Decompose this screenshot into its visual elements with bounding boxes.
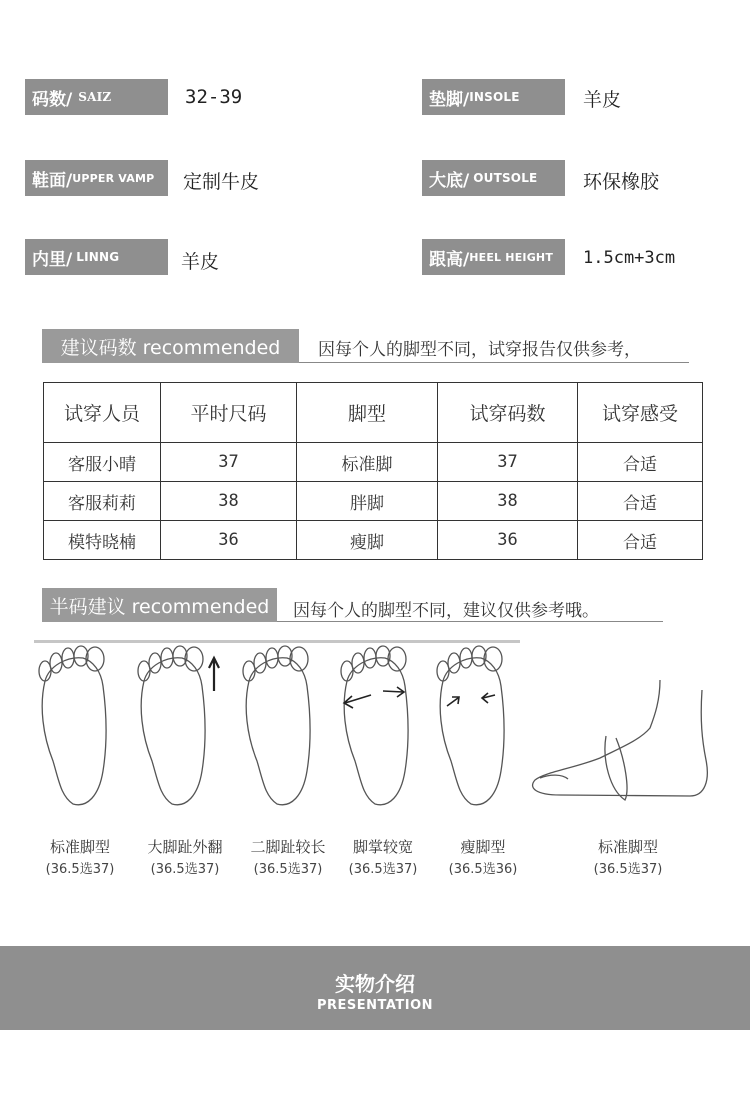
fit-table-header-row [44, 383, 703, 443]
banner-subtitle: PRESENTATION [316, 998, 434, 1013]
spec-label-en: HEEL HEIGHT [469, 250, 554, 264]
table-cell: 模特晓楠 [44, 521, 161, 560]
recommend-note: 因每个人的脚型不同，试穿报告仅供参考， [318, 340, 641, 360]
half-size-divider [277, 621, 663, 622]
foot-label: 大脚趾外翻 [147, 838, 223, 856]
spec-label-zh: 大底/ [429, 170, 470, 191]
spec-value-lining: 羊皮 [181, 251, 220, 273]
table-cell: 37 [438, 443, 578, 482]
narrow-foot-icon [437, 646, 504, 805]
spec-label-zh: 跟高/ [429, 249, 470, 270]
fit-col-usual-size: 平时尺码 [161, 383, 297, 443]
spec-label-zh: 鞋面/ [32, 170, 73, 191]
fit-table [43, 382, 703, 560]
fit-col-tester: 试穿人员 [44, 383, 161, 443]
banner-title: 实物介绍 [335, 972, 415, 996]
table-cell: 合适 [578, 443, 703, 482]
foot-advice: (36.5选37) [150, 862, 220, 877]
spec-label-zh: 垫脚/ [429, 89, 470, 110]
foot-advice: (36.5选37) [253, 862, 323, 877]
spec-label-zh: 内里/ [32, 249, 73, 270]
foot-label: 脚掌较宽 [352, 838, 413, 856]
table-cell: 36 [438, 521, 578, 560]
spec-label-zh: 码数/ [32, 89, 73, 110]
spec-value-heel: 1.5cm+3cm [583, 248, 676, 268]
spec-label-en: LINNG [76, 250, 120, 264]
foot-advice: (36.5选36) [448, 862, 518, 877]
wide-foot-icon [341, 646, 408, 805]
standard-foot-icon [39, 646, 106, 805]
table-cell: 38 [438, 482, 578, 521]
spec-label-upper [25, 160, 168, 196]
table-cell: 客服小晴 [44, 443, 161, 482]
table-row [44, 443, 703, 482]
table-cell: 瘦脚 [297, 521, 438, 560]
table-cell: 37 [161, 443, 297, 482]
table-cell: 客服莉莉 [44, 482, 161, 521]
presentation-banner [0, 946, 750, 1030]
half-size-header: 半码建议 recommended [42, 588, 277, 622]
spec-value-insole: 羊皮 [583, 89, 622, 111]
feet-illustration [0, 640, 750, 820]
bunion-foot-icon [138, 646, 219, 805]
spec-value-outsole: 环保橡胶 [583, 171, 660, 193]
fit-col-tried-size: 试穿码数 [438, 383, 578, 443]
foot-advice: (36.5选37) [348, 862, 418, 877]
foot-advice: (36.5选37) [45, 862, 115, 877]
side-view-foot-icon [533, 680, 708, 800]
foot-label: 二脚趾较长 [250, 838, 326, 856]
table-row [44, 521, 703, 560]
table-cell: 36 [161, 521, 297, 560]
foot-label: 标准脚型 [597, 838, 658, 856]
spec-label-heel [422, 239, 565, 275]
spec-value-upper: 定制牛皮 [183, 171, 260, 193]
spec-label-size [25, 79, 168, 115]
spec-value-size: 32-39 [185, 86, 243, 108]
long-second-toe-foot-icon [243, 646, 310, 805]
table-cell: 38 [161, 482, 297, 521]
spec-label-lining [25, 239, 168, 275]
table-row [44, 482, 703, 521]
foot-advice: (36.5选37) [593, 862, 663, 877]
spec-label-outsole [422, 160, 565, 196]
fit-col-foot-type: 脚型 [297, 383, 438, 443]
spec-label-en: UPPER VAMP [72, 171, 155, 185]
half-size-note: 因每个人的脚型不同，建议仅供参考哦。 [293, 601, 599, 621]
spec-label-en: OUTSOLE [473, 171, 538, 185]
spec-label-insole [422, 79, 565, 115]
foot-label: 标准脚型 [49, 838, 110, 856]
fit-col-feeling: 试穿感受 [578, 383, 703, 443]
table-cell: 标准脚 [297, 443, 438, 482]
recommend-header: 建议码数 recommended [42, 329, 299, 363]
spec-label-en: INSOLE [469, 90, 520, 104]
table-cell: 胖脚 [297, 482, 438, 521]
table-cell: 合适 [578, 482, 703, 521]
spec-label-en: SAIZ [78, 90, 112, 104]
foot-label: 瘦脚型 [460, 838, 506, 856]
table-cell: 合适 [578, 521, 703, 560]
recommend-divider [299, 362, 689, 363]
